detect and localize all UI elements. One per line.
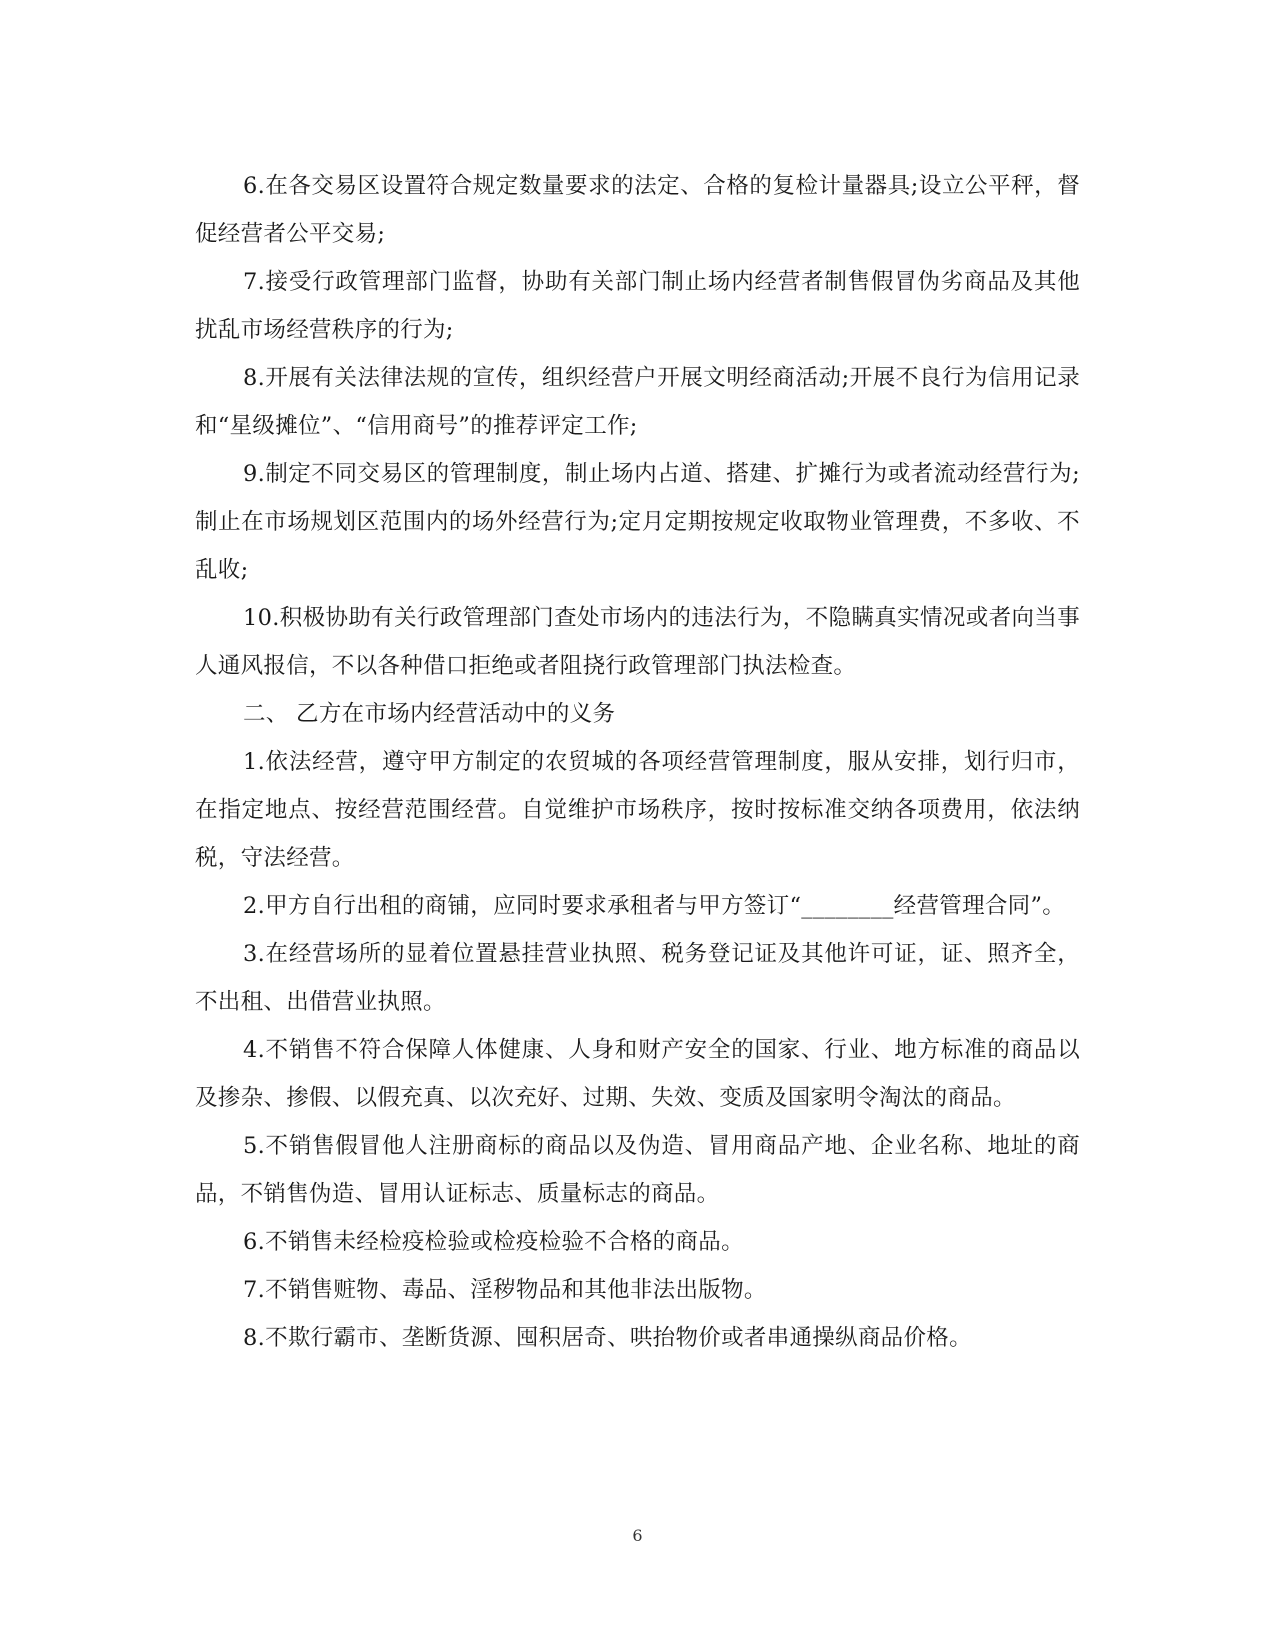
paragraph-b7: 7.不销售赃物、毒品、淫秽物品和其他非法出版物。: [243, 1277, 767, 1303]
paragraph-b8: 8.不欺行霸市、垄断货源、囤积居奇、哄抬物价或者串通操纵商品价格。: [243, 1325, 972, 1351]
paragraph-b4: 4.不销售不符合保障人体健康、人身和财产安全的国家、行业、地方标准的商品以及掺杂、掺假、以假充真、以次充好、过期、失效、变质及国家明令淘汰的商品。: [195, 1037, 1080, 1111]
paragraph-b2: 2.甲方自行出租的商铺，应同时要求承租者与甲方签订“________经营管理合同”。: [243, 893, 1066, 919]
paragraph-b1: 1.依法经营，遵守甲方制定的农贸城的各项经营管理制度，服从安排，划行归市，在指定地点、按经营范围经营。自觉维护市场秩序，按时按标准交纳各项费用，依法纳税，守法经营。: [195, 749, 1080, 871]
paragraph-a8: 8.开展有关法律法规的宣传，组织经营户开展文明经商活动;开展不良行为信用记录和“星级摊位”、“信用商号”的推荐评定工作;: [195, 365, 1080, 439]
page-number: 6: [632, 1526, 643, 1545]
paragraph-a10: 10.积极协助有关行政管理部门查处市场内的违法行为，不隐瞒真实情况或者向当事人通风报信，不以各种借口拒绝或者阻挠行政管理部门执法检查。: [195, 605, 1080, 679]
paragraph-b6: 6.不销售未经检疫检验或检疫检验不合格的商品。: [243, 1229, 744, 1255]
paragraph-a6: 6.在各交易区设置符合规定数量要求的法定、合格的复检计量器具;设立公平秤，督促经营者公平交易;: [195, 173, 1080, 247]
paragraph-a9: 9.制定不同交易区的管理制度，制止场内占道、搭建、扩摊行为或者流动经营行为;制止在市场规划区范围内的场外经营行为;定月定期按规定收取物业管理费，不多收、不乱收;: [195, 461, 1080, 583]
document-body: [195, 162, 1080, 1362]
paragraph-b3: 3.在经营场所的显着位置悬挂营业执照、税务登记证及其他许可证，证、照齐全，不出租、出借营业执照。: [195, 941, 1080, 1015]
paragraph-b5: 5.不销售假冒他人注册商标的商品以及伪造、冒用商品产地、企业名称、地址的商品，不销售伪造、冒用认证标志、质量标志的商品。: [195, 1133, 1080, 1207]
paragraph-a7: 7.接受行政管理部门监督，协助有关部门制止场内经营者制售假冒伪劣商品及其他扰乱市场经营秩序的行为;: [195, 269, 1080, 343]
section-heading: 二、 乙方在市场内经营活动中的义务: [243, 701, 616, 727]
